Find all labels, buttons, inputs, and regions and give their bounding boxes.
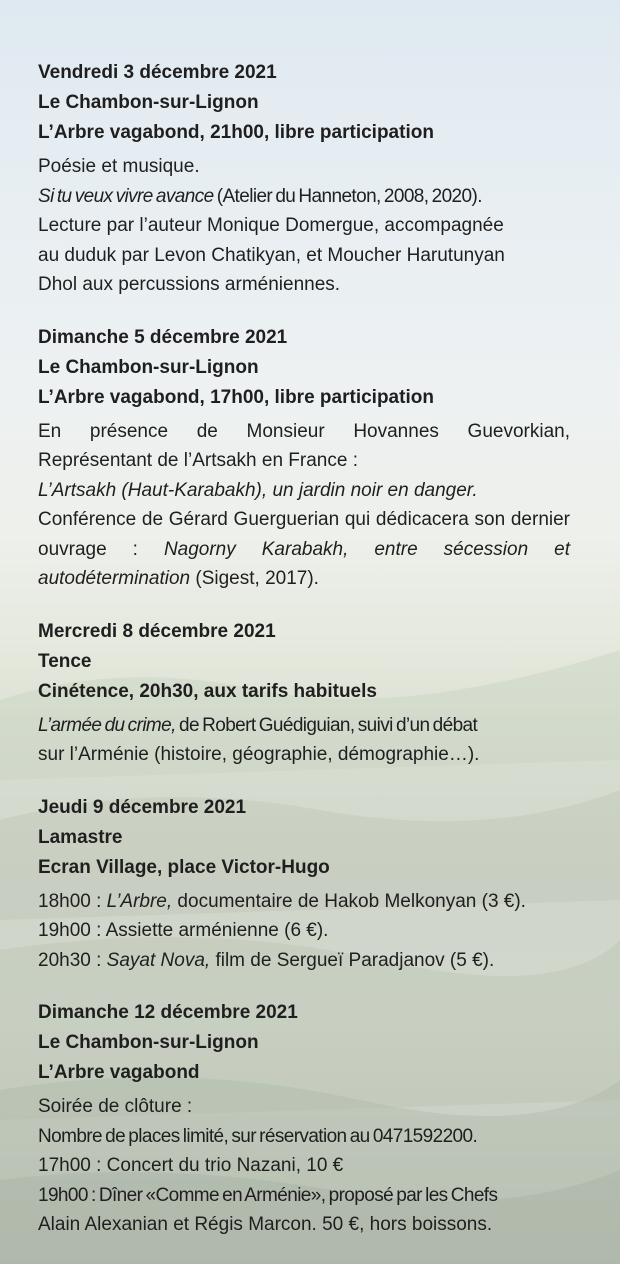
- schedule-item: 20h30 : Sayat Nova, film de Sergueï Paradjanov (5 €).: [38, 949, 495, 971]
- event-place: Tence: [38, 650, 92, 672]
- film-title: L’Arbre,: [106, 890, 173, 912]
- description-paragraph: Conférence de Gérard Guerguerian qui dédicacera son dernier ouvrage : Nagorny Karabakh, entre sécession et autodétermination (Sigest, 2017).: [38, 509, 570, 589]
- event-place: Le Chambon-sur-Lignon: [38, 356, 259, 378]
- event-entry: [38, 998, 570, 1240]
- description-line: au duduk par Levon Chatikyan, et Moucher Harutunyan: [38, 244, 505, 266]
- description-line: Alain Alexanian et Régis Marcon. 50 €, hors boissons.: [38, 1214, 493, 1235]
- description-line: L’armée du crime, de Robert Guédiguian, suivi d’un débat: [38, 714, 478, 736]
- event-list: [38, 58, 570, 1263]
- book-title: Si tu veux vivre avance: [38, 185, 214, 207]
- event-date: Vendredi 3 décembre 2021: [38, 62, 277, 83]
- event-description: [38, 417, 570, 594]
- film-title: Sayat Nova,: [106, 949, 211, 971]
- event-place: Lamastre: [38, 826, 123, 848]
- event-entry: [38, 617, 570, 770]
- conference-title: L’Artsakh (Haut-Karabakh), un jardin noir en danger.: [38, 479, 478, 501]
- event-schedule: [38, 887, 570, 976]
- description-line: Dhol aux percussions arméniennes.: [38, 274, 341, 295]
- event-place: Le Chambon-sur-Lignon: [38, 92, 259, 113]
- event-entry: [38, 793, 570, 976]
- book-title: Nagorny Karabakh, entre sécession et autodétermination: [38, 538, 570, 589]
- film-title: L’armée du crime,: [38, 714, 176, 736]
- event-date: Dimanche 5 décembre 2021: [38, 326, 288, 348]
- event-entry: [38, 58, 570, 300]
- description-paragraph: En présence de Monsieur Hovannes Guevorkian, Représentant de l’Artsakh en France :: [38, 420, 570, 471]
- schedule-item: 19h00 : Assiette arménienne (6 €).: [38, 920, 329, 941]
- event-description: [38, 711, 570, 770]
- description-line: sur l’Arménie (histoire, géographie, démographie…).: [38, 744, 480, 765]
- event-date: Jeudi 9 décembre 2021: [38, 796, 247, 818]
- description-line: Poésie et musique.: [38, 156, 200, 177]
- event-venue: Ecran Village, place Victor-Hugo: [38, 856, 330, 878]
- schedule-item: 18h00 : L’Arbre, documentaire de Hakob Melkonyan (3 €).: [38, 890, 526, 912]
- description-line: Nombre de places limité, sur réservation au 0471592200.: [38, 1125, 478, 1147]
- description-line: Lecture par l’auteur Monique Domergue, accompagnée: [38, 215, 504, 236]
- event-date: Mercredi 8 décembre 2021: [38, 620, 276, 642]
- event-entry: [38, 323, 570, 594]
- event-venue: L’Arbre vagabond: [38, 1062, 200, 1083]
- description-line: Soirée de clôture :: [38, 1096, 193, 1117]
- event-description: [38, 152, 570, 300]
- event-date: Dimanche 12 décembre 2021: [38, 1002, 298, 1023]
- event-description: [38, 1092, 570, 1240]
- description-line: 17h00 : Concert du trio Nazani, 10 €: [38, 1155, 344, 1176]
- event-venue: Cinétence, 20h30, aux tarifs habituels: [38, 680, 377, 702]
- description-line: Si tu veux vivre avance (Atelier du Hanneton, 2008, 2020).: [38, 185, 482, 207]
- event-venue: L’Arbre vagabond, 17h00, libre participation: [38, 386, 434, 408]
- event-venue: L’Arbre vagabond, 21h00, libre participation: [38, 122, 434, 143]
- event-place: Le Chambon-sur-Lignon: [38, 1032, 259, 1053]
- description-line: 19h00 : Dîner «Comme en Arménie», proposé par les Chefs: [38, 1184, 498, 1206]
